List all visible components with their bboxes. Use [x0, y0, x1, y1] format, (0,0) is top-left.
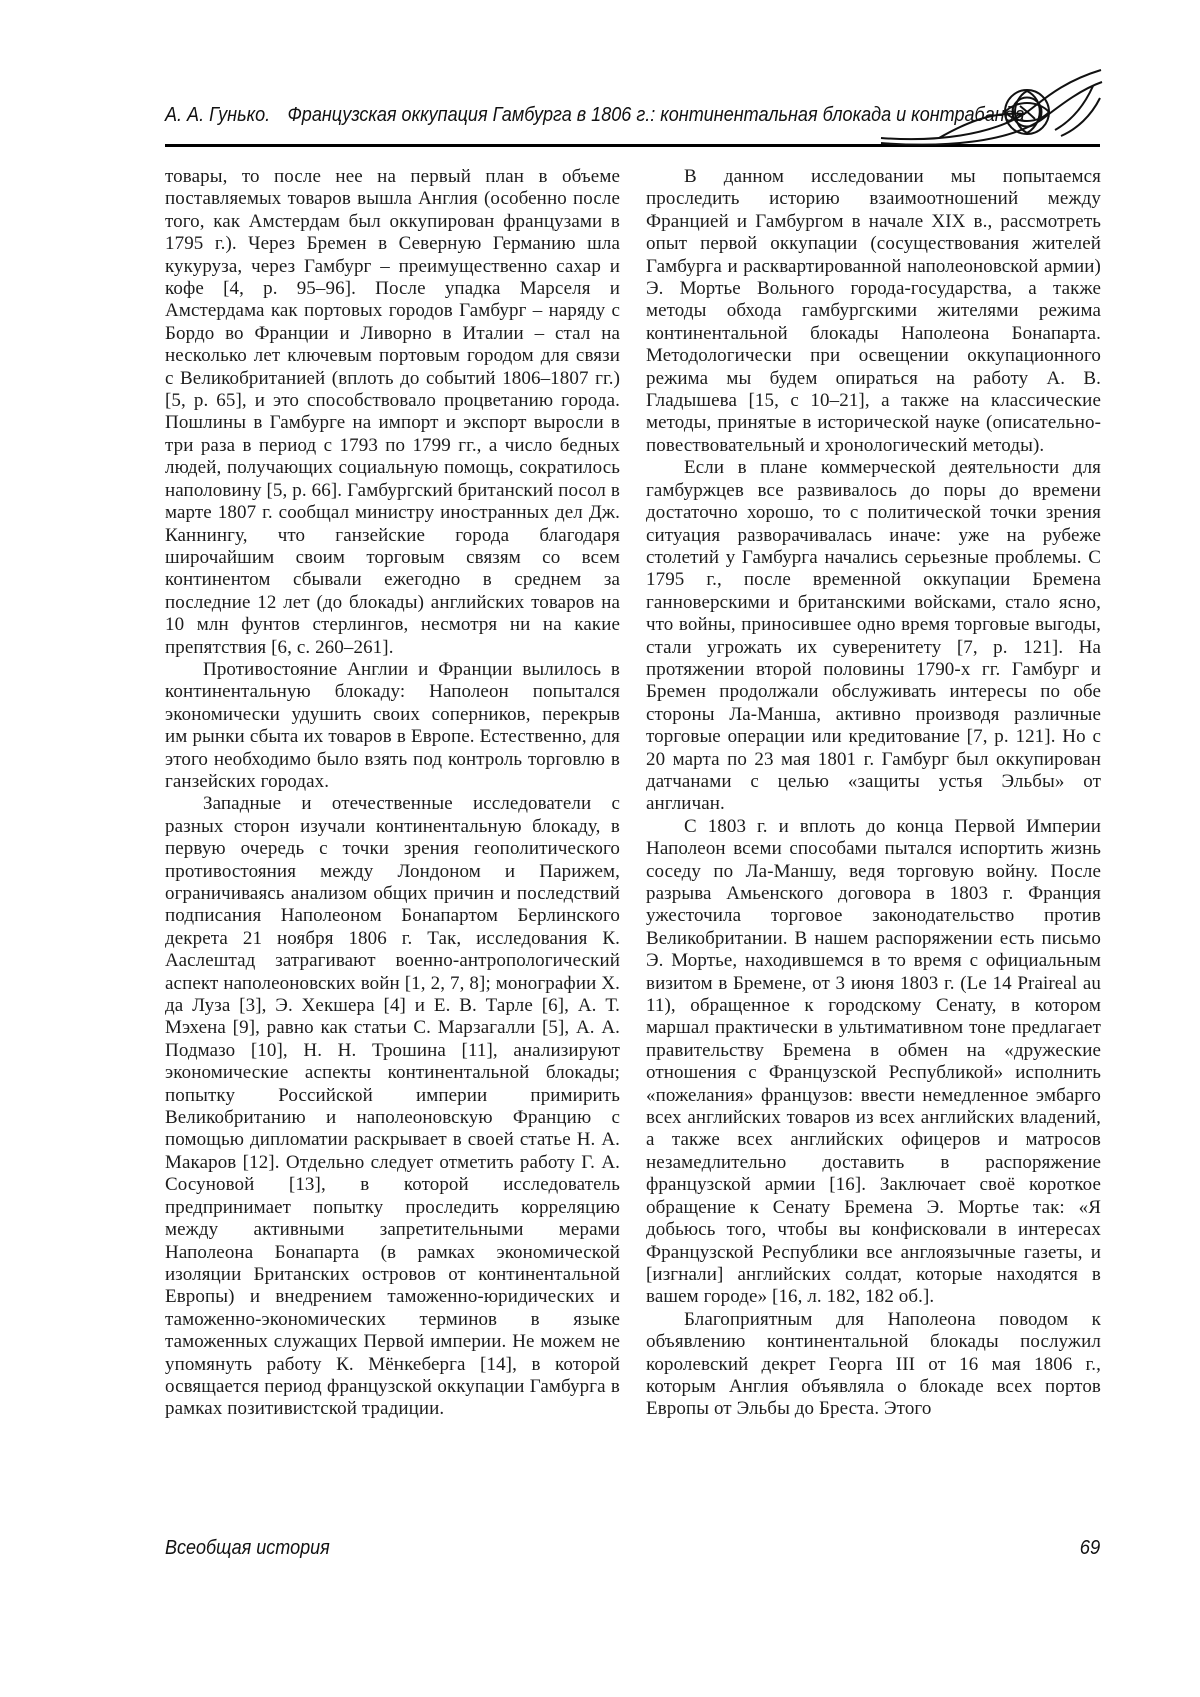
- paragraph: товары, то после нее на первый план в объеме поставляемых товаров вышла Англия (особенно после того, как Амстердам был оккупирован французами в 1795 г.). Через Бремен в Северную Германию шла кукуруза, через Гамбург – преимущественно сахар и кофе [4, p. 95–96]. После упадка Марселя и Амстердама как портовых городов Гамбург – наряду с Бордо во Франции и Ливорно в Италии – стал на несколько лет ключевым портовым городом для связи с Великобританией (вплоть до событий 1806–1807 гг.) [5, p. 65], и это способствовало процветанию города. Пошлины в Гамбурге на импорт и экспорт выросли в три раза в период с 1793 по 1799 гг., а число бедных людей, получающих социальную помощь, сократилось наполовину [5, p. 66]. Гамбургский британский посол в марте 1807 г. сообщал министру иностранных дел Дж. Каннингу, что ганзейские города благодаря широчайшим своим торговым связям со всем континентом сбывали ежегодно в среднем за последние 12 лет (до блокады) английских товаров на 10 млн фунтов стерлингов, несмотря ни на какие препятствия [6, с. 260–261].: [165, 166, 620, 658]
- running-head-author: А. А. Гунько.: [165, 103, 271, 126]
- paragraph: С 1803 г. и вплоть до конца Первой Империи Наполеон всеми способами пытался испортить жизнь соседу по Ла-Маншу, ведя торговую войну. После разрыва Амьенского договора в 1803 г. Франция ужесточила торговое законодательство против Великобритании. В нашем распоряжении есть письмо Э. Мортье, находившемся в то время с официальным визитом в Бремене, от 3 июня 1803 г. (Le 14 Praireal au 11), обращенное к городскому Сенату, в котором маршал практически в ультимативном тоне предлагает правительству Бремена в обмен на «дружеские отношения с Французской Республикой» исполнить «пожелания» французов: ввести немедленное эмбарго всех английских товаров из всех английских владений, а также всех английских офицеров и матросов незамедлительно доставить в распоряжение французской армии [16]. Заключает своё короткое обращение к Сенату Бремена Э. Мортье так: «Я добьюсь того, чтобы вы конфисковали в интересах Французской Республики все англоязычные газеты, и [изгнали] английских солдат, которые находятся в вашем городе» [16, л. 182, 182 об.].: [646, 815, 1101, 1308]
- page-footer: [165, 1537, 1100, 1560]
- running-head: [165, 103, 1025, 127]
- running-head-title: Французская оккупация Гамбурга в 1806 г.: континентальная блокада и контрабанда: [287, 103, 1025, 126]
- paragraph: Если в плане коммерческой деятельности для гамбуржцев все развивалось до поры до времени достаточно хорошо, то с политической точки зрения ситуация разворачивалась иначе: уже на рубеже столетий у Гамбурга начались серьезные проблемы. С 1795 г., после временной оккупации Бремена ганноверскими и британскими войсками, стало ясно, что войны, приносившее одно время торговые выгоды, стали угрожать их суверенитету [7, p. 121]. На протяжении второй половины 1790-х гг. Гамбург и Бремен продолжали обслуживать интересы по обе стороны Ла-Манша, активно производя различные торговые операции или кредитование [7, p. 121]. Но с 20 марта по 23 мая 1801 г. Гамбург был оккупирован датчанами с целью «защиты устья Эльбы» от англичан.: [646, 457, 1101, 815]
- footer-page-number: 69: [1079, 1537, 1100, 1559]
- article-body: [165, 166, 1100, 1421]
- header-ornament-flourish-icon: [879, 66, 1104, 150]
- paragraph: Благоприятным для Наполеона поводом к объявлению континентальной блокады послужил королевский декрет Георга III от 16 мая 1806 г., которым Англия объявляла о блокаде всех портов Европы от Эльбы до Бреста. Этого: [646, 1308, 1101, 1420]
- paragraph: В данном исследовании мы попытаемся проследить историю взаимоотношений между Францией и Гамбургом в начале XIX в., рассмотреть опыт первой оккупации (сосуществования жителей Гамбурга и расквартированной наполеоновской армии) Э. Мортье Вольного города-государства, а также методы обхода гамбургскими жителями режима континентальной блокады Наполеона Бонапарта. Методологически при освещении оккупационного режима мы будем опираться на работу А. В. Гладышева [15, с 10–21], а также на классические методы, принятые в исторической науке (описательно-повествовательный и хронологический методы).: [646, 166, 1101, 456]
- footer-journal-name: Всеобщая история: [165, 1537, 330, 1559]
- paragraph: Противостояние Англии и Франции вылилось в континентальную блокаду: Наполеон попытался экономически удушить своих соперников, перекрыв им рынки сбыта их товаров в Европе. Естественно, для этого необходимо было взять под контроль торговлю в ганзейских городах.: [165, 658, 620, 792]
- paragraph: Западные и отечественные исследователи с разных сторон изучали континентальную блокаду, в первую очередь с точки зрения геополитического противостояния между Лондоном и Парижем, ограничиваясь анализом общих причин и последствий подписания Наполеоном Бонапартом Берлинского декрета 21 ноября 1806 г. Так, исследования К. Ааслештад затрагивают военно-антропологический аспект наполеоновских войн [1, 2, 7, 8]; монографии Х. да Луза [3], Э. Хекшера [4] и Е. В. Тарле [6], А. Т. Мэхена [9], равно как статьи С. Марзагалли [5], А. А. Подмазо [10], Н. Н. Трошина [11], анализируют экономические аспекты континентальной блокады; попытку Российской империи примирить Великобританию и наполеоновскую Францию с помощью дипломатии раскрывает в своей статье Н. А. Макаров [12]. Отдельно следует отметить работу Г. А. Сосуновой [13], в которой исследователь предпринимает попытку проследить корреляцию между активными запретительными мерами Наполеона Бонапарта (в рамках экономической изоляции Британских островов от континентальной Европы) и внедрением таможенно-юридических и таможенно-экономических терминов в языке таможенных служащих Первой империи. Не можем не упомянуть работу К. Мёнкеберга [14], в которой освящается период французской оккупации Гамбурга в рамках позитивистской традиции.: [165, 793, 620, 1420]
- right-column: [646, 166, 1101, 1421]
- left-column: [165, 166, 620, 1421]
